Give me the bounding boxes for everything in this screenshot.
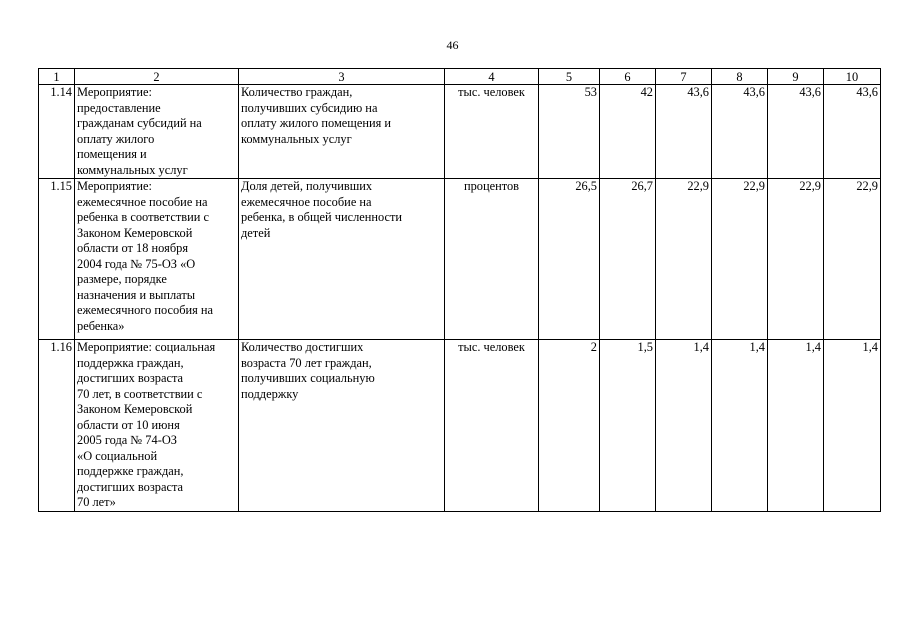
unit-cell: тыс. человек — [445, 340, 539, 512]
column-header: 2 — [75, 69, 239, 85]
text-line: области от 18 ноября — [77, 241, 189, 255]
text-line: 2005 года № 74-ОЗ — [77, 433, 177, 447]
text-line: гражданам субсидий на — [77, 116, 202, 130]
indicator-description — [239, 85, 445, 179]
text-line: достигших возраста — [77, 479, 184, 494]
text-line: области от 10 июня — [77, 417, 180, 432]
text-line: возраста 70 лет граждан, — [241, 355, 372, 370]
value-cell: 22,9 — [824, 179, 881, 340]
text-line: ежемесячного пособия на — [77, 303, 214, 317]
text-line: Количество граждан, — [241, 85, 353, 99]
column-header: 3 — [239, 69, 445, 85]
text-line: предоставление — [77, 100, 161, 115]
text-line: 70 лет, в соответствии с — [77, 386, 203, 401]
value-cell: 42 — [600, 85, 656, 179]
page-number: 46 — [446, 38, 459, 52]
indicator-description — [239, 340, 445, 512]
text-line: ежемесячное пособие на — [241, 194, 372, 209]
text-line: получивших социальную — [241, 371, 375, 385]
table-row — [39, 340, 881, 512]
value-cell: 1,4 — [768, 340, 824, 512]
text-line: 70 лет» — [77, 495, 116, 509]
text-line: назначения и выплаты — [77, 287, 196, 302]
event-description — [75, 85, 239, 179]
value-cell: 26,5 — [539, 179, 600, 340]
text-line: Мероприятие: — [77, 85, 152, 99]
text-line: Законом Кемеровской — [77, 402, 193, 416]
value-cell: 2 — [539, 340, 600, 512]
text-line: оплату жилого помещения и — [241, 116, 392, 130]
value-cell: 22,9 — [712, 179, 768, 340]
text-line: поддержке граждан, — [77, 464, 184, 478]
row-number: 1.16 — [39, 340, 75, 512]
text-line: помещения и — [77, 147, 147, 161]
column-header: 8 — [712, 69, 768, 85]
text-line: Доля детей, получивших — [241, 179, 373, 193]
text-line: коммунальных услуг — [77, 162, 188, 177]
text-line: ребенка, в общей численности — [241, 210, 403, 224]
value-cell: 43,6 — [712, 85, 768, 179]
text-line: 2004 года № 75-ОЗ «О — [77, 256, 196, 271]
row-number: 1.14 — [39, 85, 75, 179]
column-header: 10 — [824, 69, 881, 85]
text-line: поддержка граждан, — [77, 355, 184, 370]
column-header: 6 — [600, 69, 656, 85]
column-header: 4 — [445, 69, 539, 85]
indicator-description — [239, 179, 445, 340]
text-line: Мероприятие: — [77, 179, 152, 193]
column-header: 1 — [39, 69, 75, 85]
text-line: коммунальных услуг — [241, 131, 352, 146]
event-description — [75, 340, 239, 512]
text-line: Мероприятие: социальная — [77, 340, 216, 354]
column-header: 7 — [656, 69, 712, 85]
text-line: Законом Кемеровской — [77, 225, 193, 240]
event-description — [75, 179, 239, 340]
text-line: размере, порядке — [77, 272, 167, 286]
value-cell: 53 — [539, 85, 600, 179]
unit-cell: тыс. человек — [445, 85, 539, 179]
value-cell: 1,4 — [656, 340, 712, 512]
row-number: 1.15 — [39, 179, 75, 340]
table-row — [39, 85, 881, 179]
column-header: 5 — [539, 69, 600, 85]
text-line: Количество достигших — [241, 340, 364, 354]
text-line: получивших субсидию на — [241, 100, 378, 115]
text-line: ребенка в соответствии с — [77, 210, 209, 224]
indicators-table — [38, 68, 881, 512]
value-cell: 1,5 — [600, 340, 656, 512]
text-line: поддержку — [241, 386, 299, 401]
text-line: достигших возраста — [77, 371, 184, 385]
value-cell: 26,7 — [600, 179, 656, 340]
value-cell: 1,4 — [712, 340, 768, 512]
unit-cell: процентов — [445, 179, 539, 340]
column-header: 9 — [768, 69, 824, 85]
value-cell: 1,4 — [824, 340, 881, 512]
table-row — [39, 179, 881, 340]
value-cell: 22,9 — [768, 179, 824, 340]
table-header-row — [39, 69, 881, 85]
text-line: ежемесячное пособие на — [77, 194, 208, 209]
value-cell: 22,9 — [656, 179, 712, 340]
text-line: оплату жилого — [77, 131, 155, 146]
value-cell: 43,6 — [656, 85, 712, 179]
text-line: детей — [241, 225, 271, 240]
text-line: «О социальной — [77, 448, 158, 463]
text-line: ребенка» — [77, 318, 125, 333]
value-cell: 43,6 — [824, 85, 881, 179]
value-cell: 43,6 — [768, 85, 824, 179]
